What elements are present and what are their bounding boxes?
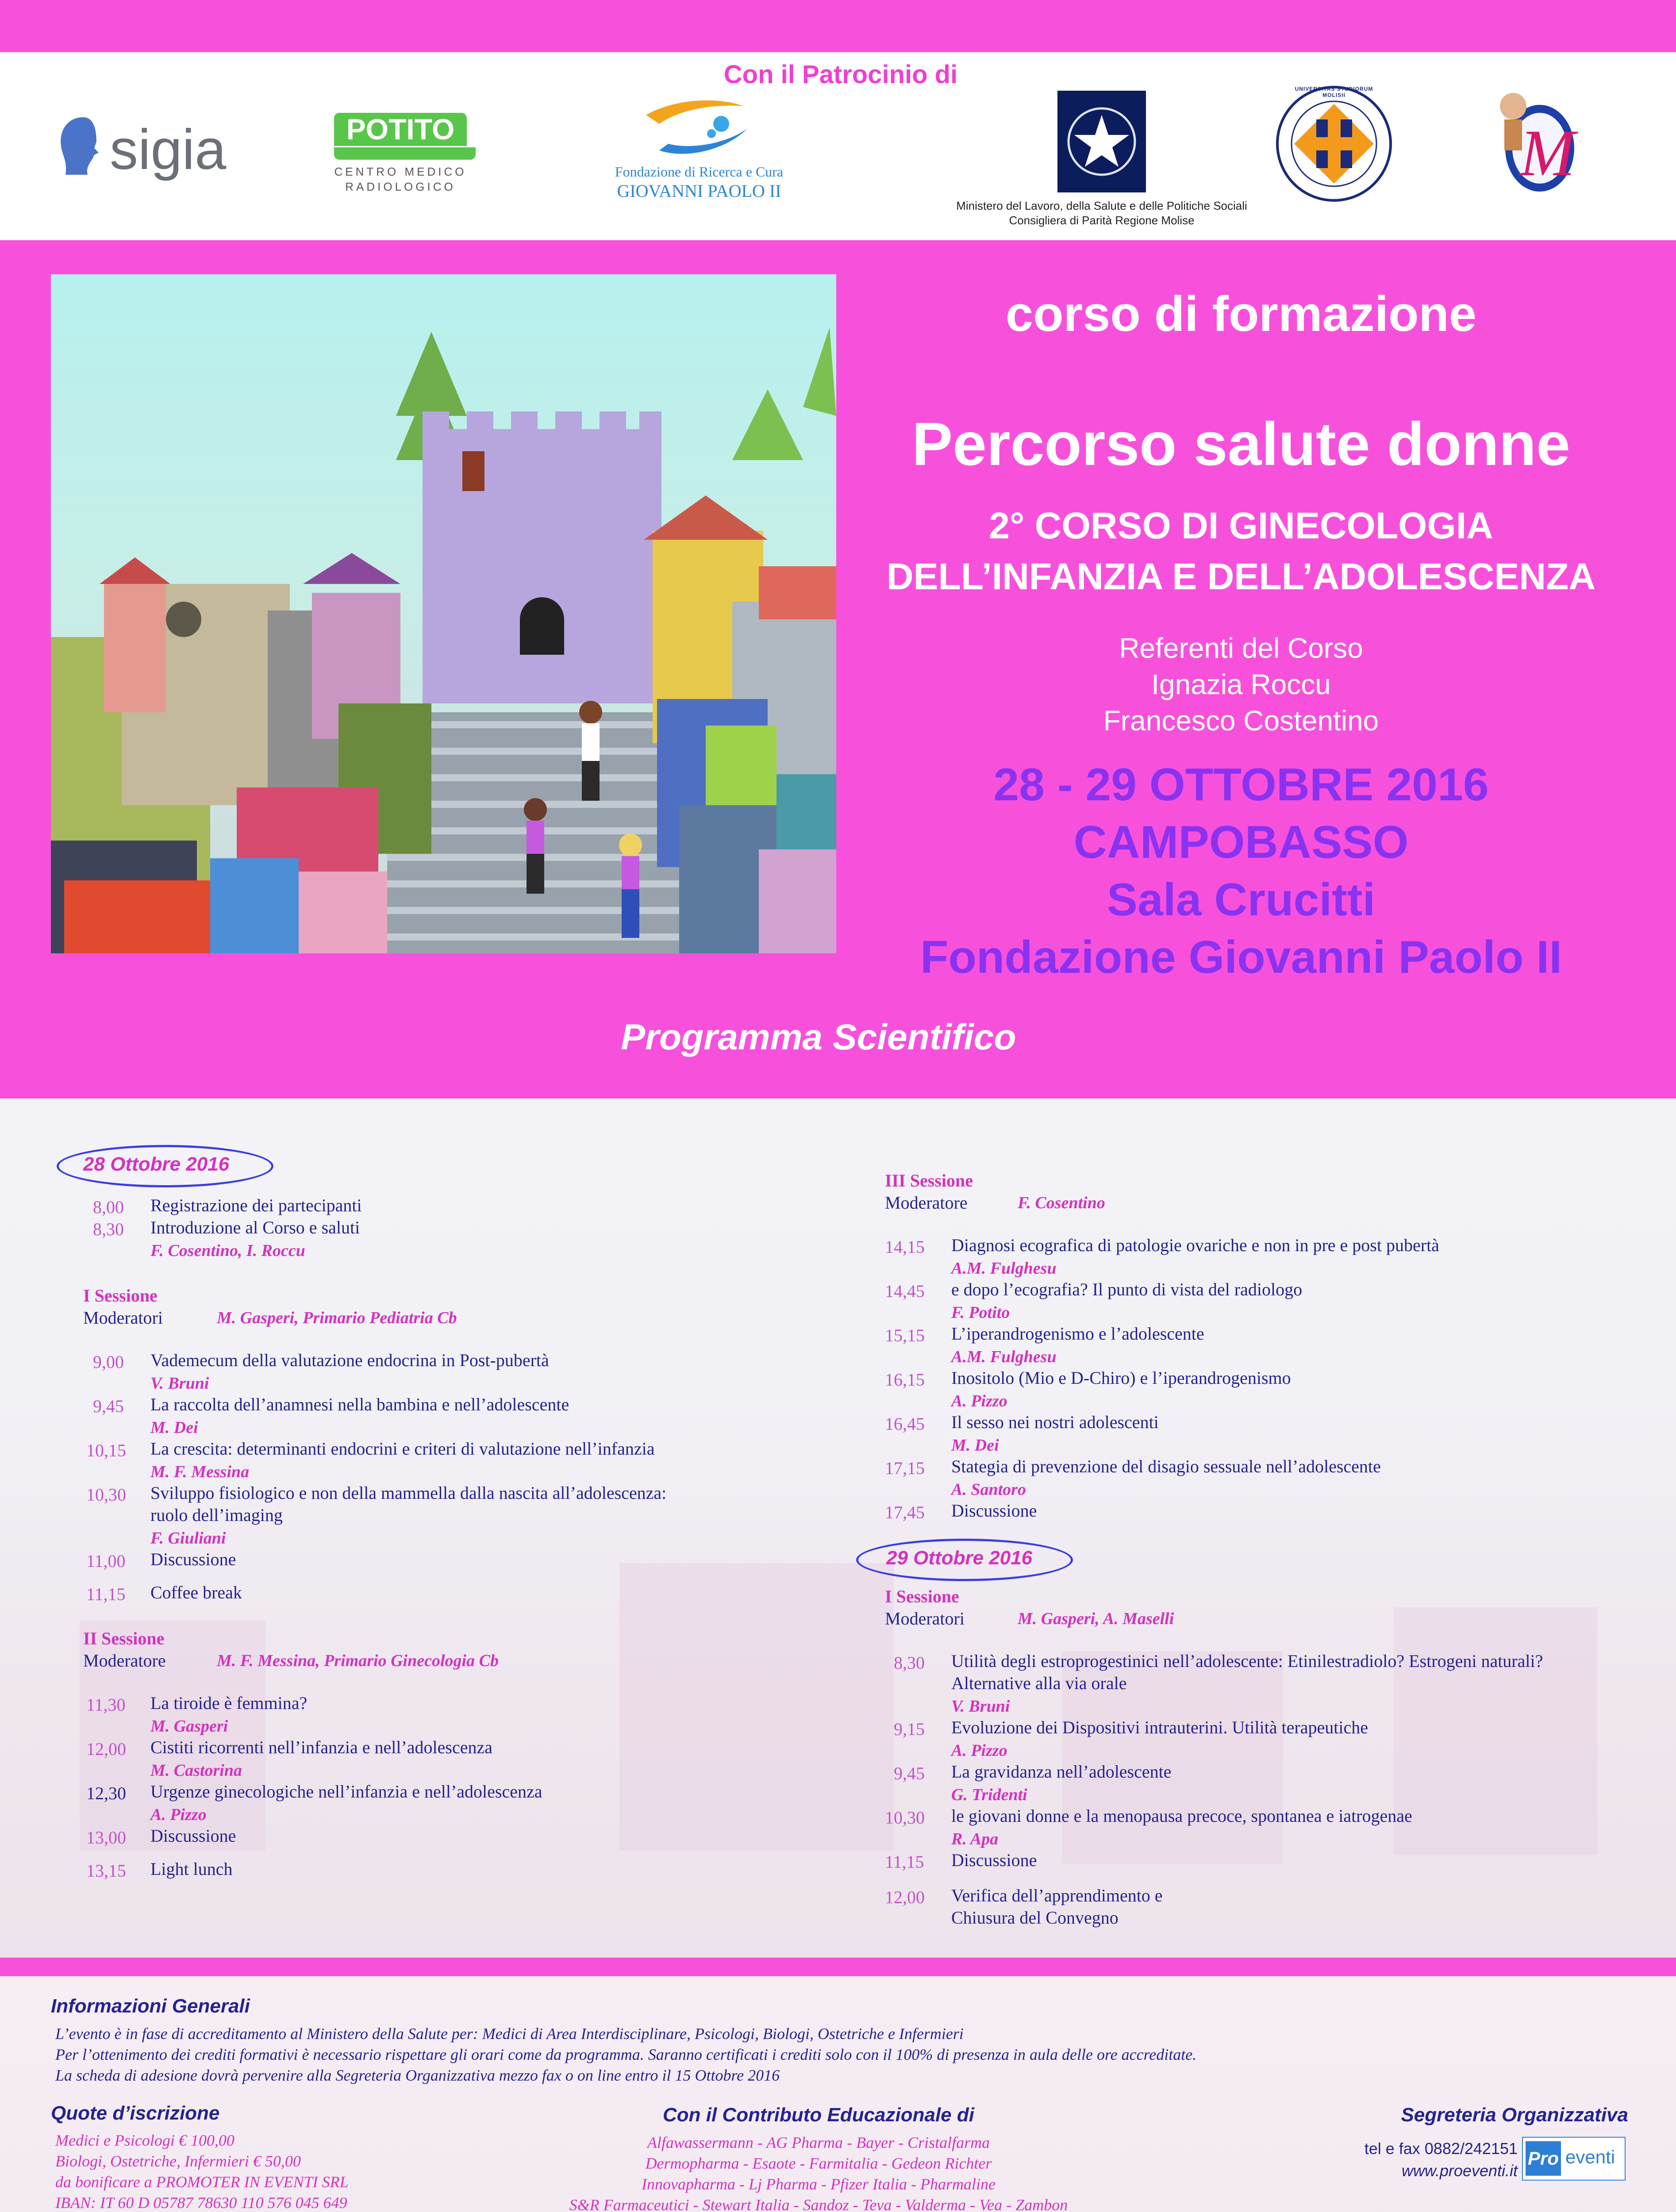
university-seal-icon xyxy=(1274,84,1394,204)
sponsor-line: S&R Farmaceutici - Stewart Italia - Sandoz - Teva - Valderma - Vea - Zambon xyxy=(569,2196,1068,2212)
time: 12,00 xyxy=(885,1887,925,1907)
program-item: Stategia di prevenzione del disagio sessuale nell’adolescente xyxy=(951,1456,1381,1476)
potito-logo xyxy=(334,113,480,201)
fee-line: Biologi, Ostetriche, Infermieri € 50,00 xyxy=(55,2152,301,2170)
m-letter: M xyxy=(1520,116,1575,190)
time: 11,00 xyxy=(86,1551,126,1571)
moderator-label: Moderatore xyxy=(885,1193,968,1213)
program-item-continued: ruolo dell’imaging xyxy=(150,1505,283,1525)
info-line: Per l’ottenimento dei crediti formativi è necessario rispettare gli orari come da programma. Saranno certificati i crediti solo con il 100% di presenza in aula delle ore accreditate. xyxy=(55,2046,1197,2063)
ministero-logo xyxy=(951,91,1252,232)
session-title: I Sessione xyxy=(83,1286,158,1306)
speaker: G. Tridenti xyxy=(951,1786,1027,1804)
proeventi-pro: Pro xyxy=(1526,2141,1561,2176)
program-item: L’iperandrogenismo e l’adolescente xyxy=(951,1324,1204,1344)
fee-line: IBAN: IT 60 D 05787 78630 110 576 045 649 xyxy=(55,2194,347,2212)
time: 15,15 xyxy=(885,1325,925,1345)
potito-name-box: POTITO xyxy=(334,113,467,146)
moderator-label: Moderatore xyxy=(83,1651,166,1671)
fondazione-swoosh-icon xyxy=(642,97,757,164)
event-venue: Fondazione Giovanni Paolo II xyxy=(920,932,1562,983)
time: 11,15 xyxy=(885,1852,924,1872)
program-item: Discussione xyxy=(951,1501,1037,1521)
program-heading: Programma Scientifico xyxy=(621,1017,1016,1057)
program-item: Discussione xyxy=(951,1850,1037,1870)
speaker: M. F. Messina xyxy=(150,1463,250,1481)
time: 9,45 xyxy=(93,1396,124,1416)
moderators: M. Gasperi, A. Maselli xyxy=(1018,1609,1174,1628)
university-seal-logo xyxy=(1274,84,1394,204)
moderator-label: Moderatori xyxy=(885,1609,965,1628)
program-item: Utilità degli estroprogestinici nell’adolescente: Etinilestradiolo? Estrogeni naturali? xyxy=(951,1651,1543,1671)
time: 14,45 xyxy=(885,1281,925,1301)
village-illustration xyxy=(51,274,836,953)
program-item: La raccolta dell’anamnesi nella bambina e nell’adolescente xyxy=(150,1394,569,1414)
referent-name: Francesco Costentino xyxy=(1103,705,1379,737)
program-item: Registrazione dei partecipanti xyxy=(150,1195,362,1215)
university-seal-text: UNIVERSITAS STUDIORUM MOLISII xyxy=(1295,86,1373,98)
time: 14,15 xyxy=(885,1237,925,1257)
speaker: A. Pizzo xyxy=(951,1392,1007,1410)
speaker: M. Castorina xyxy=(150,1761,242,1780)
proeventi-logo xyxy=(1522,2137,1626,2181)
course-subtitle-line2: DELL’INFANZIA E DELL’ADOLESCENZA xyxy=(886,556,1596,597)
sigia-logo xyxy=(52,113,256,184)
divider-band xyxy=(0,1958,1676,1976)
event-city: CAMPOBASSO xyxy=(1073,817,1409,868)
referents-label: Referenti del Corso xyxy=(1119,632,1363,664)
info-line: L’evento è in fase di accreditamento al Ministero della Salute per: Medici di Area Interdisciplinare, Psicologi, Biologi, Ostetriche e Infermieri xyxy=(55,2025,964,2043)
program-item: le giovani donne e la menopausa precoce, spontanea e iatrogenae xyxy=(951,1806,1412,1826)
potito-sub1: CENTRO MEDICO xyxy=(334,165,467,178)
time: 12,30 xyxy=(86,1783,126,1803)
session-title: I Sessione xyxy=(885,1586,959,1606)
fondazione-logo xyxy=(606,97,792,204)
course-type: corso di formazione xyxy=(1005,286,1477,342)
info-heading: Informazioni Generali xyxy=(51,1995,250,2017)
program-item: La crescita: determinanti endocrini e criteri di valutazione nell’infanzia xyxy=(150,1439,655,1459)
sponsor-line: Innovapharma - Lj Pharma - Pfizer Italia - Pharmaline xyxy=(642,2175,996,2193)
program-item: Coffee break xyxy=(150,1582,242,1602)
potito-bar xyxy=(334,147,476,160)
program-item: e dopo l’ecografia? Il punto di vista del radiologo xyxy=(951,1279,1303,1299)
program-item: Introduzione al Corso e saluti xyxy=(150,1217,360,1237)
speaker: A.M. Fulghesu xyxy=(951,1259,1057,1278)
speaker: F. Giuliani xyxy=(150,1529,226,1548)
time: 16,45 xyxy=(885,1414,925,1434)
top-band xyxy=(0,0,1676,52)
time: 12,00 xyxy=(86,1739,126,1759)
time: 16,15 xyxy=(885,1370,925,1390)
day2-date: 29 Ottobre 2016 xyxy=(886,1547,1033,1569)
program-item: Discussione xyxy=(150,1826,236,1846)
moderators: M. F. Messina, Primario Ginecologia Cb xyxy=(217,1651,499,1670)
woman-profile-icon xyxy=(52,113,105,179)
time: 8,00 xyxy=(93,1197,124,1217)
speaker: V. Bruni xyxy=(951,1697,1010,1716)
speaker: R. Apa xyxy=(951,1830,999,1848)
referent-name: Ignazia Roccu xyxy=(1151,668,1331,700)
course-title: Percorso salute donne xyxy=(912,410,1570,478)
moderator-label: Moderatori xyxy=(83,1308,163,1328)
session-title: II Sessione xyxy=(83,1628,165,1648)
speaker: A.M. Fulghesu xyxy=(951,1348,1057,1366)
sponsor-line: Alfawassermann - AG Pharma - Bayer - Cristalfarma xyxy=(647,2134,990,2151)
program-item-continued: Alternative alla via orale xyxy=(951,1673,1127,1693)
time: 11,15 xyxy=(86,1584,126,1604)
program-item: La tiroide è femmina? xyxy=(150,1693,308,1713)
time: 10,30 xyxy=(86,1485,126,1505)
program-item: Discussione xyxy=(150,1549,236,1569)
time: 13,00 xyxy=(86,1828,126,1847)
program-item: Sviluppo fisiologico e non della mammella dalla nascita all’adolescenza: xyxy=(150,1483,667,1503)
program-item: Il sesso nei nostri adolescenti xyxy=(951,1412,1159,1432)
program-item: Light lunch xyxy=(150,1859,233,1879)
program-item: Verifica dell’apprendimento e xyxy=(951,1886,1163,1905)
time: 9,15 xyxy=(894,1719,925,1739)
patronage-title: Con il Patrocinio di xyxy=(723,60,958,89)
speaker: V. Bruni xyxy=(150,1374,209,1393)
speaker: A. Santoro xyxy=(951,1480,1026,1499)
program-item-continued: Chiusura del Convegno xyxy=(951,1908,1119,1928)
speaker: M. Gasperi xyxy=(150,1717,228,1736)
time: 8,30 xyxy=(93,1219,124,1239)
fee-line: da bonificare a PROMOTER IN EVENTI SRL xyxy=(55,2173,349,2191)
moderators: F. Cosentino xyxy=(1018,1194,1105,1212)
time: 11,30 xyxy=(86,1695,126,1715)
info-line: La scheda di adesione dovrà pervenire alla Segreteria Organizzativa mezzo fax o on line entro il 15 Ottobre 2016 xyxy=(55,2066,780,2084)
program-item: Diagnosi ecografica di patologie ovariche e non in pre e post pubertà xyxy=(951,1235,1439,1255)
program-item: Evoluzione dei Dispositivi intrauterini. Utilità terapeutiche xyxy=(951,1717,1368,1737)
secretariat-heading: Segreteria Organizzativa xyxy=(1401,2104,1628,2126)
ministero-line1: Ministero del Lavoro, della Salute e delle Politiche Sociali xyxy=(956,199,1247,212)
emblem-icon xyxy=(1057,91,1146,192)
program-item: Urgenze ginecologiche nell’infanzia e nell’adolescenza xyxy=(150,1782,542,1801)
phone: tel e fax 0882/242151 xyxy=(1364,2139,1518,2158)
program-item: Cistiti ricorrenti nell’infanzia e nell’adolescenza xyxy=(150,1737,492,1757)
time: 8,30 xyxy=(894,1653,925,1673)
program-item: La gravidanza nell’adolescente xyxy=(951,1762,1172,1782)
time: 9,45 xyxy=(894,1763,925,1783)
event-date: 28 - 29 OTTOBRE 2016 xyxy=(993,759,1489,810)
sponsor-line: Dermopharma - Esaote - Farmitalia - Gedeon Richter xyxy=(645,2154,992,2172)
speaker: F. Cosentino, I. Roccu xyxy=(150,1241,305,1260)
moderators: M. Gasperi, Primario Pediatria Cb xyxy=(217,1309,457,1327)
sigia-wordmark: sigia xyxy=(110,118,227,181)
speaker: M. Dei xyxy=(150,1418,198,1437)
speaker: M. Dei xyxy=(951,1436,999,1455)
course-subtitle-line1: 2° CORSO DI GINECOLOGIA xyxy=(989,505,1493,546)
speaker: A. Pizzo xyxy=(951,1741,1007,1760)
day1-date: 28 Ottobre 2016 xyxy=(83,1153,230,1175)
time: 17,45 xyxy=(885,1502,925,1522)
m-logo xyxy=(1487,86,1575,201)
sponsors-heading: Con il Contributo Educazionale di xyxy=(663,2104,974,2126)
time: 17,15 xyxy=(885,1458,925,1478)
fondazione-line1: Fondazione di Ricerca e Cura xyxy=(615,164,784,180)
program-item: Vademecum della valutazione endocrina in Post-pubertà xyxy=(150,1350,549,1370)
time: 13,15 xyxy=(86,1861,126,1881)
time: 9,00 xyxy=(93,1352,124,1372)
speaker: F. Potito xyxy=(951,1303,1010,1322)
fondazione-line2: GIOVANNI PAOLO II xyxy=(617,181,781,201)
time: 10,30 xyxy=(885,1808,925,1828)
potito-sub2: RADIOLOGICO xyxy=(345,180,456,193)
fee-line: Medici e Psicologi € 100,00 xyxy=(55,2131,234,2149)
website[interactable]: www.proeventi.it xyxy=(1401,2162,1518,2180)
fees-heading: Quote d’iscrizione xyxy=(51,2102,220,2124)
proeventi-eventi: eventi xyxy=(1565,2147,1615,2167)
ministero-line2: Consigliera di Parità Regione Molise xyxy=(1009,214,1195,227)
event-room: Sala Crucitti xyxy=(1107,874,1376,926)
time: 10,15 xyxy=(86,1440,126,1460)
program-item: Inositolo (Mio e D-Chiro) e l’iperandrogenismo xyxy=(951,1368,1291,1388)
speaker: A. Pizzo xyxy=(150,1805,207,1824)
session-title: III Sessione xyxy=(885,1171,973,1190)
